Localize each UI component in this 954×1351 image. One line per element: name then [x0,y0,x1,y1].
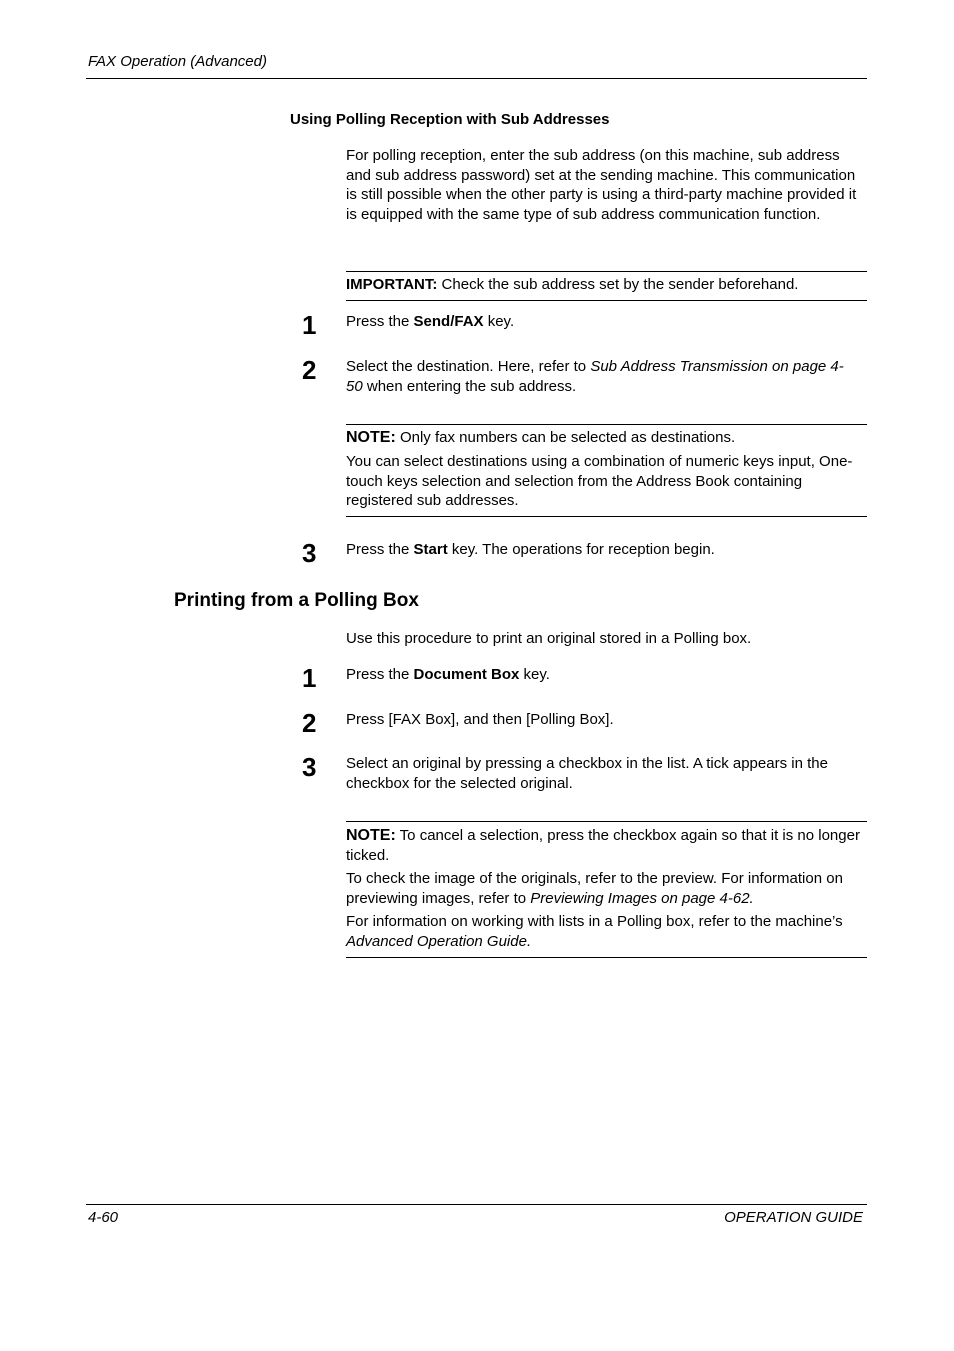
note-paragraph: To check the image of the originals, refer to the preview. For information on previewing images, refer to Previewing Images on page 4-62. [346,870,843,907]
note-paragraph: You can select destinations using a combination of numeric keys input, One-touch keys selection and selection from the Address Book containing registered sub addresses. [346,453,853,509]
running-header: FAX Operation (Advanced) [88,53,267,70]
important-text: Check the sub address set by the sender beforehand. [437,276,799,293]
step-number: 3 [302,538,317,568]
step-number: 1 [302,310,317,340]
note-label: NOTE: [346,429,396,446]
step-number: 2 [302,708,317,738]
step-text: Press the Document Box key. [346,666,550,683]
section-intro: Use this procedure to print an original stored in a Polling box. [346,630,752,647]
key-name: Start [413,541,448,558]
page-number: 4-60 [88,1209,119,1226]
cross-reference-link[interactable]: Previewing Images on page 4-62. [530,889,754,907]
key-name: Document Box [413,666,520,683]
step-text: Press the Start key. The operations for reception begin. [346,541,715,558]
note-line: NOTE: Only fax numbers can be selected as destinations. [346,429,736,446]
step-number: 2 [302,355,317,385]
guide-name: OPERATION GUIDE [724,1209,863,1226]
note-bottom-rule [346,516,867,517]
cross-reference-link[interactable]: Sub Address Transmission on page 4-50 [346,358,844,395]
note-top-rule [346,424,867,425]
note-line: NOTE: To cancel a selection, press the checkbox again so that it is no longer ticked. [346,827,860,864]
step-text: Select an original by pressing a checkbox in the list. A tick appears in the checkbox for the selected original. [346,755,828,792]
header-rule [86,78,867,79]
subsection-intro: For polling reception, enter the sub address (on this machine, sub address and sub address password) set at the sending machine. This communication is still possible when the other party is using a third-party machine provided it is equipped with the same type of sub address communication function. [346,147,857,223]
step-number: 1 [302,663,317,693]
step-number: 3 [302,752,317,782]
important-bottom-rule [346,300,867,301]
guide-reference: Advanced Operation Guide. [346,932,532,950]
note-paragraph: For information on working with lists in a Polling box, refer to the machine’s Advanced Operation Guide. [346,913,843,950]
step-text: Press [FAX Box], and then [Polling Box]. [346,711,614,728]
important-label: IMPORTANT: [346,276,438,293]
step-text: Select the destination. Here, refer to Sub Address Transmission on page 4-50 when entering the sub address. [346,358,844,395]
note-top-rule [346,821,867,822]
step-text: Press the Send/FAX key. [346,313,515,330]
footer-rule [86,1204,867,1205]
section-title: Printing from a Polling Box [174,590,419,611]
key-name: Send/FAX [413,313,484,330]
note-bottom-rule [346,957,867,958]
subsection-title: Using Polling Reception with Sub Addresses [290,111,610,128]
note-label: NOTE: [346,827,396,844]
important-top-rule [346,271,867,272]
important-note [346,275,867,295]
